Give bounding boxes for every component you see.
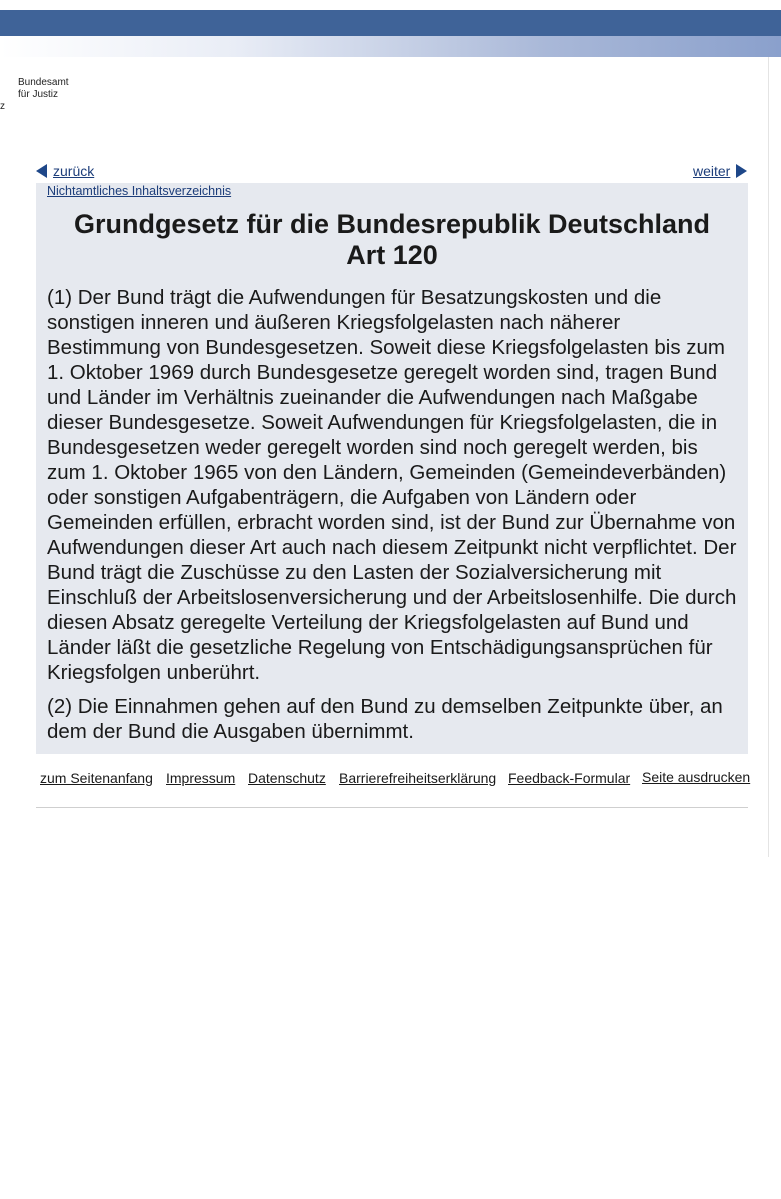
footer-nav	[36, 769, 751, 808]
logo-line-1: Bundesamt	[18, 77, 69, 88]
footer-link-print[interactable]: Seite ausdrucken	[642, 769, 751, 785]
page-title-line-2: Art 120	[346, 240, 438, 270]
header-gradient-bar	[0, 36, 781, 57]
article-paragraph-1: (1) Der Bund trägt die Aufwendungen für Besatzungskosten und die sonstigen inneren und äußeren Kriegsfolgelasten nach näherer Bestimmung von Bundesgesetzen. Soweit diese Kriegsfolgelasten bis zum 1. Oktober 1969 durch Bundesgesetze geregelt worden sind, tragen Bund und Länder im Verhältnis zueinander die Aufwendungen nach Maßgabe dieser Bundesgesetze. Soweit Aufwendungen für Kriegsfolgelasten, die in Bundesgesetzen weder geregelt worden sind noch geregelt werden, bis zum 1. Oktober 1965 von den Ländern, Gemeinden (Gemeindeverbänden) oder sonstigen Aufgabenträgern, die Aufgaben von Ländern oder Gemeinden erfüllen, erbracht worden sind, ist der Bund zur Übernahme von Aufwendungen dieser Art auch nach diesem Zeitpunkt nicht verpflichtet. Der Bund trägt die Zuschüsse zu den Lasten der Sozialversicherung mit Einschluß der Arbeitslosenversicherung und der Arbeitslosenhilfe. Die durch diesen Absatz geregelte Verteilung der Kriegsfolgelasten auf Bund und Länder läßt die gesetzliche Regelung von Entschädigungsansprüchen für Kriegsfolgen unberührt.	[47, 286, 737, 684]
arrow-right-icon	[736, 164, 747, 178]
article-paragraph-2: (2) Die Einnahmen gehen auf den Bund zu demselben Zeitpunkte über, an dem der Bund die Ausgaben übernimmt.	[47, 695, 723, 743]
arrow-left-icon	[36, 164, 47, 178]
top-margin	[0, 0, 781, 10]
next-link[interactable]	[693, 163, 747, 179]
back-link[interactable]	[36, 163, 94, 179]
footer-link-seitenanfang[interactable]: zum Seitenanfang	[40, 770, 153, 786]
logo-edge-fragment: z	[0, 101, 5, 112]
next-link-label: weiter	[693, 163, 731, 179]
header-bar	[0, 10, 781, 36]
footer-link-datenschutz[interactable]: Datenschutz	[248, 770, 326, 786]
right-divider	[768, 57, 769, 857]
page-title	[36, 209, 748, 271]
logo-bundesamt-fuer-justiz[interactable]	[18, 77, 69, 101]
page-title-line-1: Grundgesetz für die Bundesrepublik Deutschland	[73, 209, 711, 239]
footer-link-impressum[interactable]: Impressum	[166, 770, 236, 786]
footer-link-feedback[interactable]: Feedback-Formular	[508, 770, 631, 786]
toc-link[interactable]: Nichtamtliches Inhaltsverzeichnis	[47, 184, 232, 198]
logo-line-2: für Justiz	[18, 89, 59, 100]
back-link-label: zurück	[53, 163, 95, 179]
footer-link-barrierefreiheit[interactable]: Barrierefreiheitserklärung	[339, 770, 497, 786]
article-container	[36, 183, 748, 754]
